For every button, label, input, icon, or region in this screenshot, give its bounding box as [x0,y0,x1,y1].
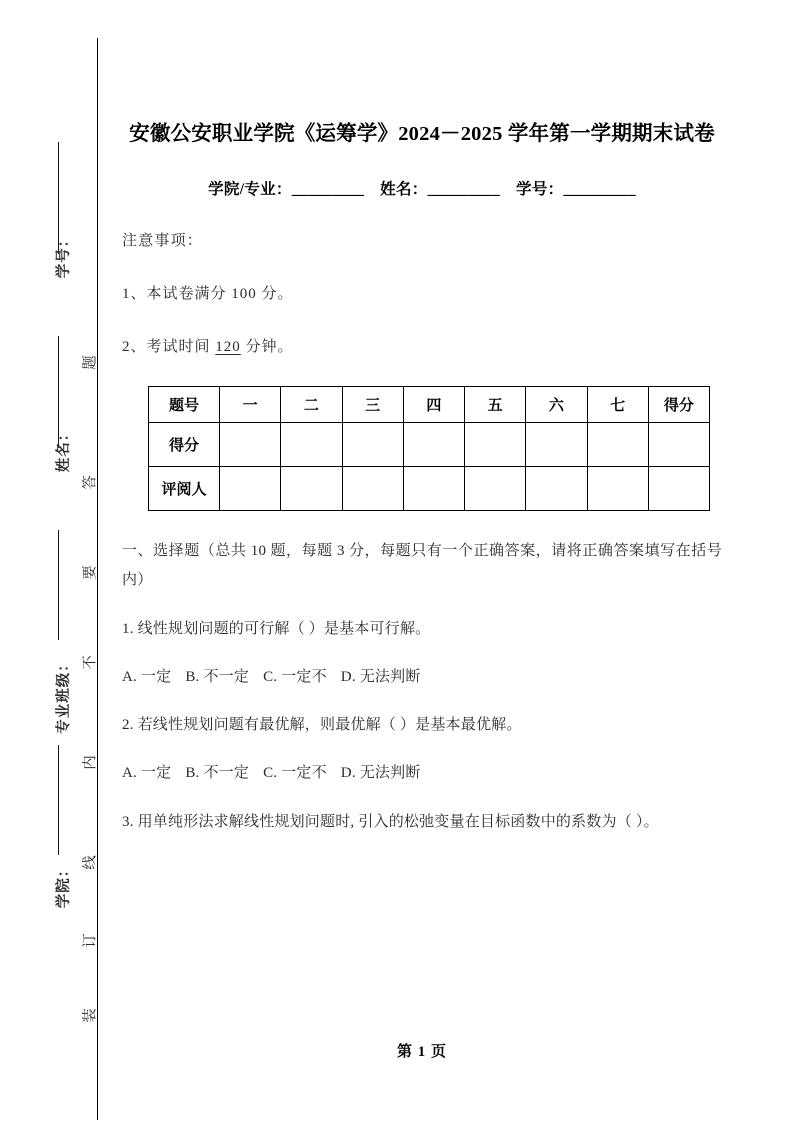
seal-note-char-6: 线 [82,855,99,870]
score-cell[interactable] [587,423,648,467]
score-table-header-cell: 题号 [149,387,220,423]
score-table-header-cell: 六 [526,387,587,423]
score-cell[interactable] [342,423,403,467]
grader-cell[interactable] [648,467,709,511]
question-1-option-d[interactable]: D. 无法判断 [340,668,421,685]
grader-cell[interactable] [281,467,342,511]
table-row [149,423,710,467]
question-2-text: 若线性规划问题有最优解，则最优解（ ）是基本最优解。 [137,717,522,734]
question-1-option-c[interactable]: C. 一定不 [263,668,327,685]
section-one-heading: 一、选择题（总共 10 题，每题 3 分，每题只有一个正确答案，请将正确答案填写在括号内） [122,543,722,589]
score-table-header-cell: 一 [220,387,281,423]
grader-cell[interactable] [465,467,526,511]
name-label: 姓名： [380,181,428,199]
score-cell[interactable] [220,423,281,467]
question-2-option-a[interactable]: A. 一定 [122,765,172,782]
notice-item-2 [122,335,722,356]
grader-cell[interactable] [220,467,281,511]
score-cell[interactable] [403,423,464,467]
score-cell[interactable] [465,423,526,467]
question-2-option-d[interactable]: D. 无法判断 [340,765,421,782]
page-title: 安徽公安职业学院《运筹学》2024－2025 学年第一学期期末试卷 [129,123,715,145]
seal-note-char-3: 要 [82,565,99,580]
score-cell[interactable] [281,423,342,467]
student-id-label: 学号： [516,181,564,199]
margin-field-label-name: 姓名： [56,425,72,473]
score-table [148,386,710,511]
college-major-blank[interactable]: _________ [291,181,365,199]
table-row [149,467,710,511]
score-table-row-label: 得分 [149,423,220,467]
question-1-options [122,663,722,692]
question-2-options [122,759,722,788]
score-table-header-cell: 三 [342,387,403,423]
binding-margin [0,0,110,1122]
grader-cell[interactable] [526,467,587,511]
notice-heading: 注意事项： [122,233,204,250]
seal-note-char-7: 订 [82,933,99,948]
student-id-blank[interactable]: _________ [563,181,636,199]
question-2-option-c[interactable]: C. 一定不 [263,765,327,782]
score-table-header-cell: 七 [587,387,648,423]
question-2 [122,711,722,740]
college-major-label: 学院/专业： [208,181,292,199]
question-1 [122,615,722,644]
question-3-text: 用单纯形法求解线性规划问题时, 引入的松弛变量在目标函数中的系数为（ ）。 [137,813,659,830]
notice-item-1-text: 1、本试卷满分 100 分。 [122,286,294,303]
score-table-header-cell: 四 [403,387,464,423]
identity-line [122,177,722,199]
question-1-text: 线性规划问题的可行解（ ）是基本可行解。 [137,620,431,637]
question-3-number: 3. [122,813,134,830]
notice-item-1 [122,282,722,303]
question-2-number: 2. [122,717,134,734]
seal-note-char-2: 答 [82,475,99,490]
name-blank[interactable]: _________ [427,181,501,199]
table-row [149,387,710,423]
score-table-header-cell: 五 [465,387,526,423]
score-table-header-cell: 二 [281,387,342,423]
margin-field-label-class: 专业班级： [56,656,72,734]
score-table-header-cell: 得分 [648,387,709,423]
score-table-row-label: 评阅人 [149,467,220,511]
question-1-number: 1. [122,620,134,637]
grader-cell[interactable] [342,467,403,511]
seal-note-char-5: 内 [82,755,99,770]
notice-item-2-text-after: 分钟。 [240,339,294,356]
question-2-option-b[interactable]: B. 不一定 [185,765,250,782]
grader-cell[interactable] [403,467,464,511]
page-footer: 第 1 页 [396,1044,447,1060]
score-cell[interactable] [526,423,587,467]
margin-field-label-student-id: 学号： [56,231,72,279]
grader-cell[interactable] [587,467,648,511]
score-cell[interactable] [648,423,709,467]
question-1-option-a[interactable]: A. 一定 [122,668,172,685]
seal-note-char-8: 装 [82,1008,99,1023]
seal-note-char-4: 不 [82,655,99,670]
question-3 [122,808,722,837]
margin-field-label-college: 学院： [56,861,72,909]
exam-duration-value: 120 [215,339,241,356]
seal-note-char-1: 题 [82,355,99,370]
question-1-option-b[interactable]: B. 不一定 [185,668,250,685]
notice-item-2-text-before: 2、考试时间 [122,339,216,356]
exam-content [122,0,722,1122]
